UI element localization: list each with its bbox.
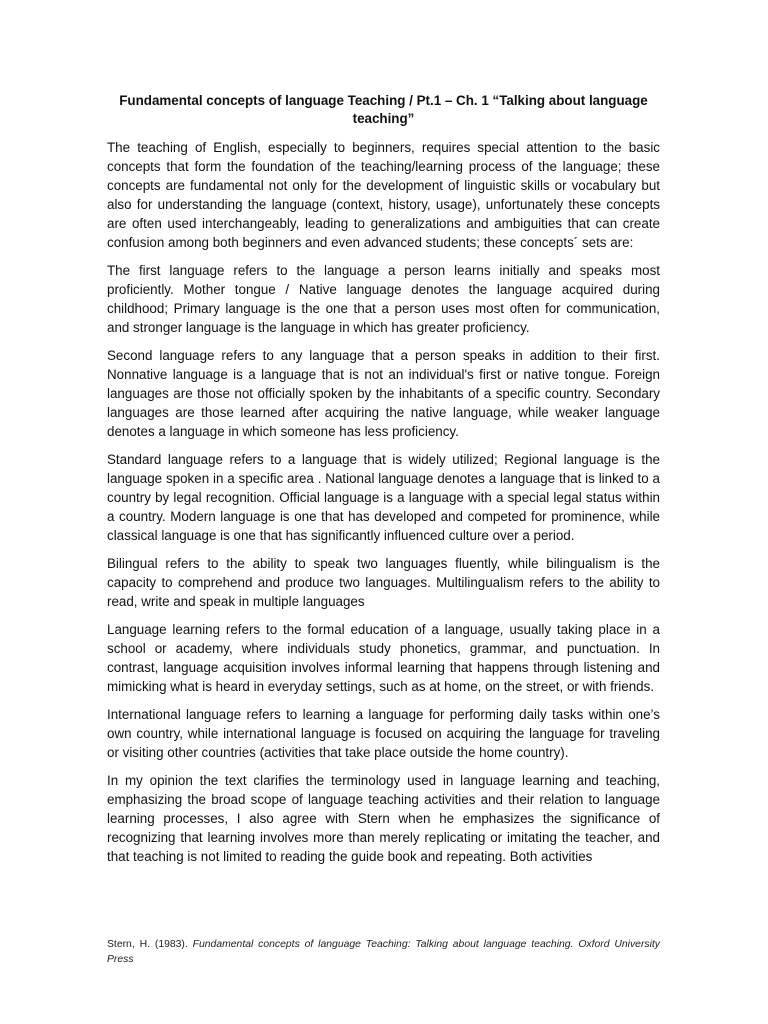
paragraph-standard-language: Standard language refers to a language that is widely utilized; Regional language is the language spoken in a specific area . National language denotes a language that is linked to a country by legal recognition. Official language is a language with a special legal status within a country. Modern language is one that has developed and competed for prominence, while classical language is one that has significantly influenced culture over a period.	[107, 452, 660, 543]
paragraph-language-learning: Language learning refers to the formal education of a language, usually taking place in a school or academy, where individuals study phonetics, grammar, and punctuation. In contrast, language acquisition involves informal learning that happens through listening and mimicking what is heard in everyday settings, such as at home, on the street, or with friends.	[107, 622, 660, 694]
document-title: Fundamental concepts of language Teaching / Pt.1 – Ch. 1 “Talking about language teaching”	[119, 93, 648, 126]
document-body	[107, 92, 660, 875]
paragraph-first-language: The first language refers to the language a person learns initially and speaks most proficiently. Mother tongue / Native language denotes the language acquired during childhood; Primary language is the one that a person uses most often for communication, and stronger language is the language in which has greater proficiency.	[107, 263, 660, 335]
paragraph-international-language: International language refers to learning a language for performing daily tasks within one’s own country, while international language is focused on acquiring the language for traveling or visiting other countries (activities that take place outside the home country).	[107, 707, 660, 760]
paragraph-bilingual: Bilingual refers to the ability to speak two languages fluently, while bilingualism is the capacity to comprehend and produce two languages. Multilingualism refers to the ability to read, write and speak in multiple languages	[107, 556, 660, 609]
footnote-work: Fundamental concepts of language Teaching: Talking about language teaching. Oxford University Press	[107, 939, 660, 965]
paragraph-second-language: Second language refers to any language that a person speaks in addition to their first. Nonnative language is a language that is not an individual's first or native tongue. Foreign languages are those not officially spoken by the inhabitants of a specific country. Secondary languages are those learned after acquiring the native language, while weaker language denotes a language in which someone has less proficiency.	[107, 348, 660, 439]
footnote-author: Stern, H. (1983).	[107, 939, 193, 950]
paragraph-intro: The teaching of English, especially to beginners, requires special attention to the basic concepts that form the foundation of the teaching/learning process of the language; these concepts are fundamental not only for the development of linguistic skills or vocabulary but also for understanding the language (context, history, usage), unfortunately these concepts are often used interchangeably, leading to generalizations and ambiguities that can create confusion among both beginners and even advanced students; these concepts´ sets are:	[107, 140, 660, 250]
paragraph-opinion: In my opinion the text clarifies the terminology used in language learning and teaching, emphasizing the broad scope of language teaching activities and their relation to language learning processes, I also agree with Stern when he emphasizes the significance of recognizing that learning involves more than merely replicating or imitating the teacher, and that teaching is not limited to reading the guide book and repeating. Both activities	[107, 773, 660, 864]
footnote-citation	[107, 937, 660, 967]
